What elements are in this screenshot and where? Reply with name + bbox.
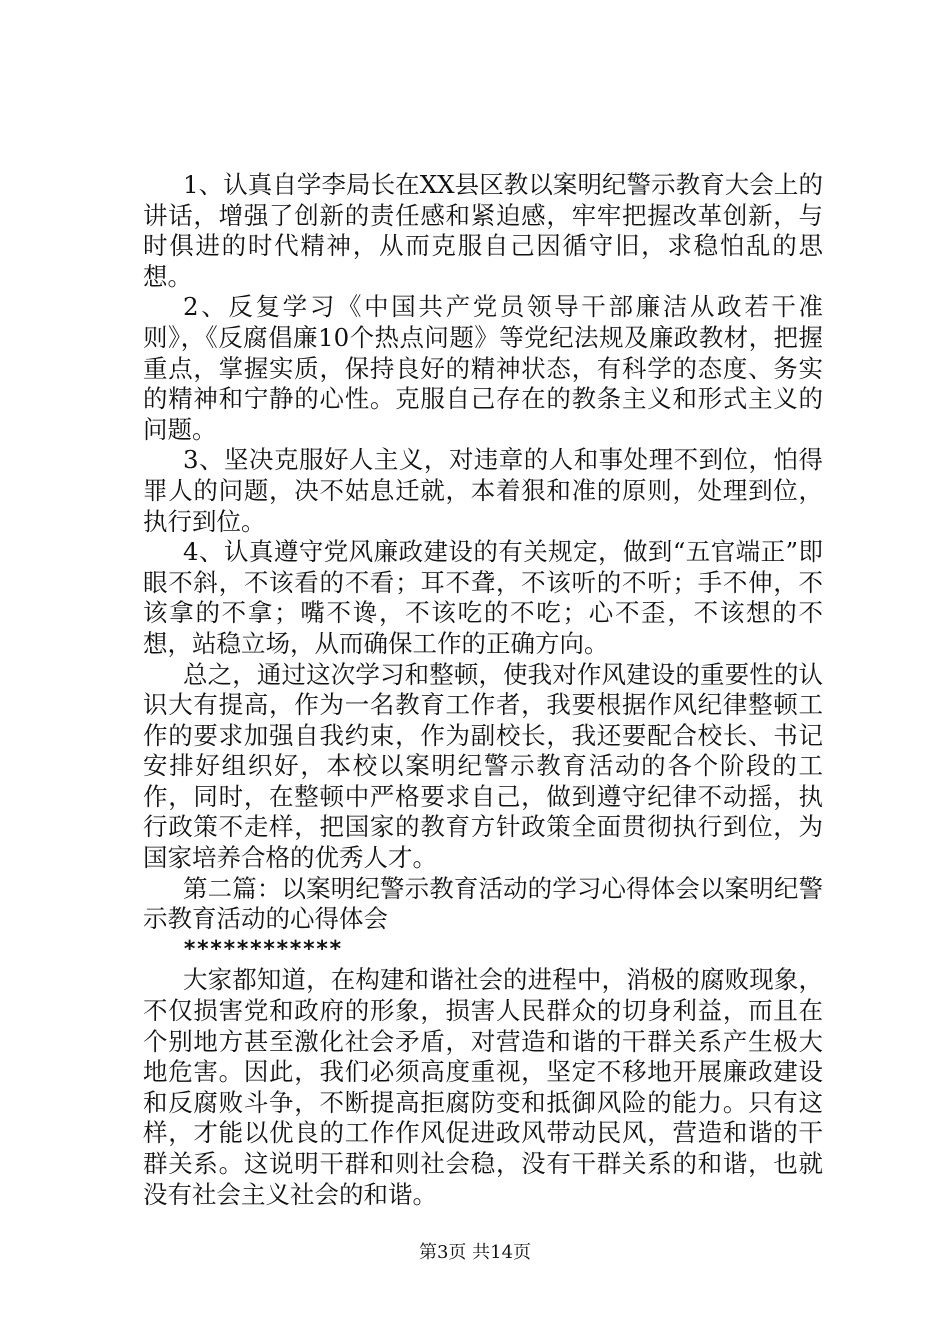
page-footer: 第3页 共14页 (418, 1242, 532, 1263)
paragraph-2: 2、反复学习《中国共产党员领导干部廉洁从政若干准则》，《反腐倡廉10个热点问题》等党纪法规及廉政教材，把握重点，掌握实质，保持良好的精神状态，有科学的态度、务实的精神和宁静的心性。克服自己存在的教条主义和形式主义的问题。 (143, 292, 823, 444)
paragraph-intro: 大家都知道，在构建和谐社会的进程中，消极的腐败现象，不仅损害党和政府的形象，损害人民群众的切身利益，而且在个别地方甚至激化社会矛盾，对营造和谐的干群关系产生极大地危害。因此，我们必须高度重视，坚定不移地开展廉政建设和反腐败斗争，不断提高拒腐防变和抵御风险的能力。只有这样，才能以优良的工作作风促进政风带动民风，营造和谐的干群关系。这说明干群和则社会稳，没有干群关系的和谐，也就没有社会主义社会的和谐。 (143, 965, 823, 1209)
section-heading: 第二篇：以案明纪警示教育活动的学习心得体会以案明纪警示教育活动的心得体会 (143, 873, 823, 934)
paragraph-3: 3、坚决克服好人主义，对违章的人和事处理不到位，怕得罪人的问题，决不姑息迁就，本着狠和准的原则，处理到位，执行到位。 (143, 445, 823, 536)
paragraph-4: 4、认真遵守党风廉政建设的有关规定，做到“五官端正”即眼不斜，不该看的不看；耳不聋，不该听的不听；手不伸，不该拿的不拿；嘴不谗，不该吃的不吃；心不歪，不该想的不想，站稳立场，从而确保工作的正确方向。 (143, 537, 823, 658)
paragraph-1: 1、认真自学李局长在XX县区教以案明纪警示教育大会上的讲话，增强了创新的责任感和紧迫感，牢牢把握改革创新，与时俱进的时代精神，从而克服自己因循守旧，求稳怕乱的思想。 (143, 170, 823, 291)
separator-stars: ************ (183, 936, 342, 962)
paragraph-summary: 总之，通过这次学习和整顿，使我对作风建设的重要性的认识大有提高，作为一名教育工作者，我要根据作风纪律整顿工作的要求加强自我约束，作为副校长，我还要配合校长、书记安排好组织好，本校以案明纪警示教育活动的各个阶段的工作，同时，在整顿中严格要求自己，做到遵守纪律不动摇，执行政策不走样，把国家的教育方针政策全面贯彻执行到位，为国家培养合格的优秀人才。 (143, 659, 823, 873)
document-body (143, 170, 823, 1210)
